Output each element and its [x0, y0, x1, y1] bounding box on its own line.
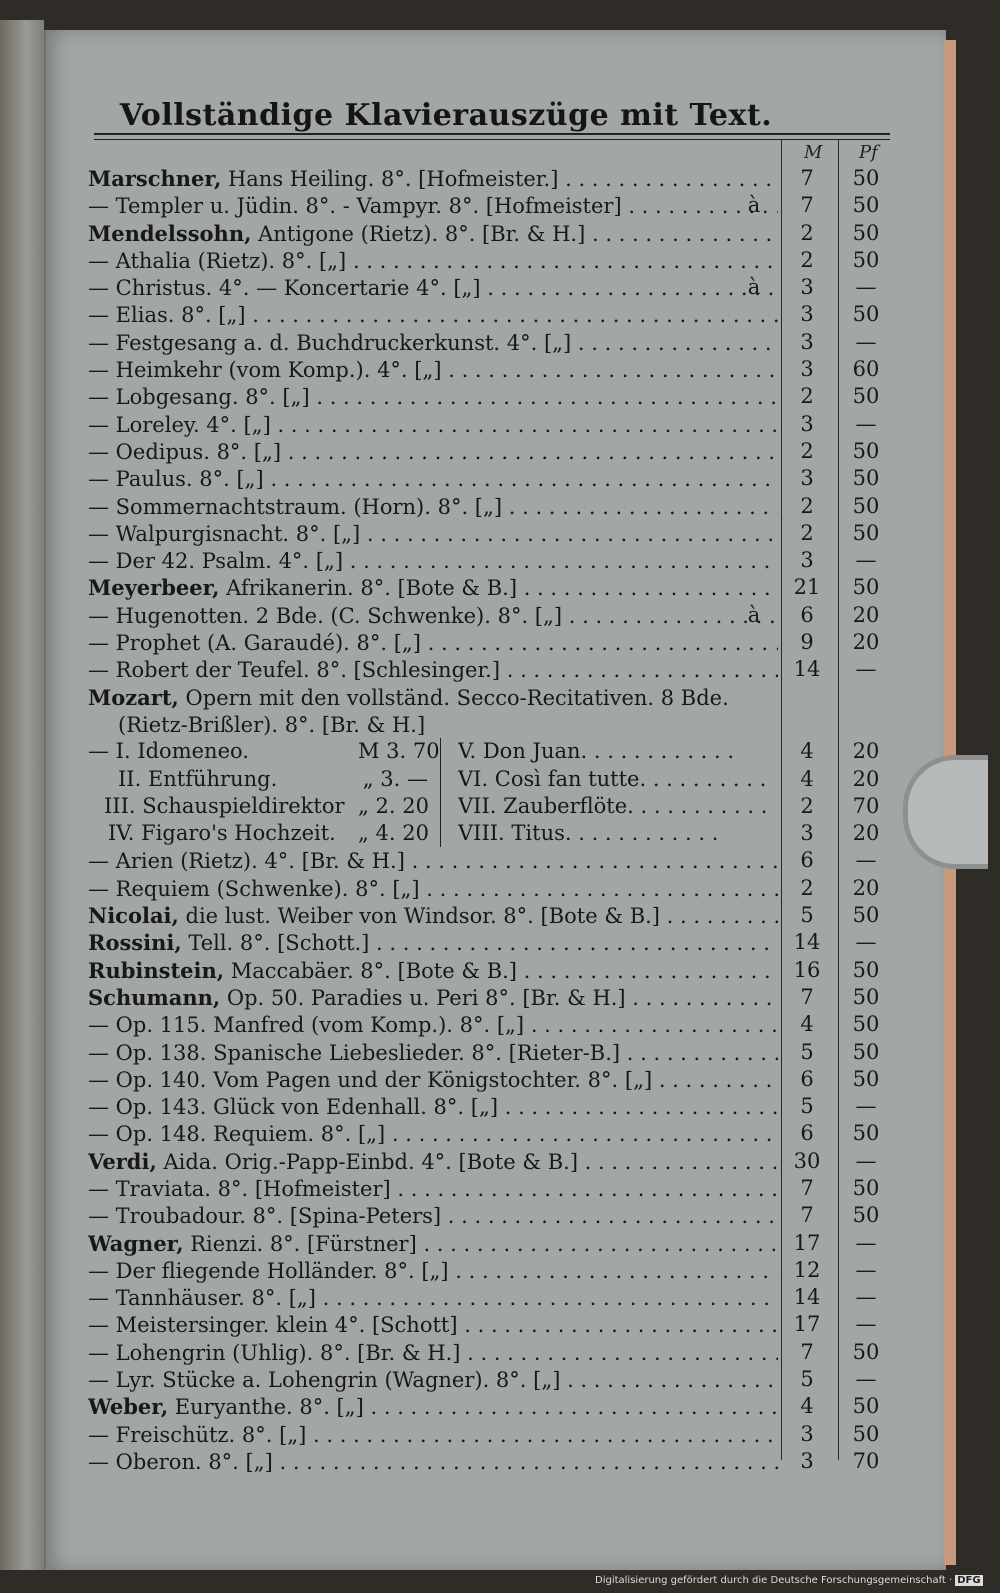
price-mark: 2: [800, 438, 814, 463]
price-mark: 2: [800, 220, 814, 245]
work-description: — Festgesang a. d. Buchdruckerkunst. 4°. [„]: [88, 330, 572, 355]
price-pfennig: 50: [852, 1039, 880, 1064]
list-row: [88, 711, 900, 738]
work-description: Maccabäer. 8°. [Bote & B.]: [224, 958, 517, 983]
price-pfennig: 50: [852, 957, 880, 982]
opera-price: „ 4. 20: [358, 821, 429, 846]
list-row: [88, 192, 900, 219]
price-mark: 3: [800, 548, 814, 573]
composer-name: Marschner,: [88, 166, 222, 191]
price-pfennig: —: [855, 411, 877, 436]
work-description: — Requiem (Schwenke). 8°. [„]: [88, 876, 420, 901]
price-mark: 4: [800, 1012, 814, 1037]
price-mark: 17: [793, 1230, 821, 1255]
list-row: [88, 574, 900, 601]
list-row: [88, 383, 900, 410]
price-pfennig: 50: [852, 438, 880, 463]
price-pfennig: —: [855, 657, 877, 682]
work-description: — Oedipus. 8°. [„]: [88, 439, 282, 464]
work-description: — Freischütz. 8°. [„]: [88, 1422, 307, 1447]
title-rule: [94, 133, 890, 135]
price-mark: 7: [800, 1175, 814, 1200]
page-edge-left: [0, 20, 44, 1570]
list-row: [88, 493, 900, 520]
list-row: [88, 520, 900, 547]
price-pfennig: 50: [852, 302, 880, 327]
price-mark: 5: [800, 903, 814, 928]
price-list: [88, 165, 900, 1475]
price-pfennig: 50: [852, 984, 880, 1009]
price-pfennig: 50: [852, 1203, 880, 1228]
opera-price: M 3. 70: [358, 739, 440, 764]
price-mark: 6: [800, 1066, 814, 1091]
list-row: [88, 1393, 900, 1420]
price-mark: 3: [800, 302, 814, 327]
work-description: — Walpurgisnacht. 8°. [„]: [88, 521, 361, 546]
work-description: — Op. 140. Vom Pagen und der Königstochter. 8°. [„]: [88, 1067, 653, 1092]
list-row: [88, 220, 900, 247]
opera-price: „ 3. —: [362, 766, 428, 791]
price-pfennig: —: [855, 1312, 877, 1337]
work-description: — Heimkehr (vom Komp.). 4°. [„]: [88, 358, 442, 383]
list-row: [88, 1066, 900, 1093]
price-mark: 14: [793, 657, 821, 682]
composer-name: Mendelssohn,: [88, 220, 252, 246]
work-description: — Elias. 8°. [„]: [88, 303, 246, 328]
price-pfennig: —: [855, 1148, 877, 1173]
price-mark: 12: [793, 1257, 821, 1282]
list-row: [88, 465, 900, 492]
list-row: [88, 1448, 900, 1475]
price-pfennig: —: [855, 1094, 877, 1119]
list-row: [88, 329, 900, 356]
price-pfennig: —: [855, 1367, 877, 1392]
sub-divider: [440, 766, 441, 793]
price-mark: 7: [800, 1203, 814, 1228]
opera-left: — I. Idomeneo.: [88, 739, 249, 764]
price-mark: 3: [800, 329, 814, 354]
work-description: — Prophet (A. Garaudé). 8°. [„]: [88, 631, 421, 656]
work-description: — Der 42. Psalm. 4°. [„]: [88, 549, 344, 574]
work-description: — Robert der Teufel. 8°. [Schlesinger.]: [88, 658, 501, 683]
work-description: — Op. 138. Spanische Liebeslieder. 8°. [Rieter-B.]: [88, 1040, 621, 1065]
opera-left: IV. Figaro's Hochzeit.: [108, 821, 336, 846]
sub-divider: [440, 793, 441, 820]
column-header-pfennig: Pf: [859, 142, 878, 163]
list-row: [88, 656, 900, 683]
list-row: [88, 1011, 900, 1038]
list-row: [88, 547, 900, 574]
price-mark: 3: [800, 275, 814, 300]
list-row: [88, 629, 900, 656]
work-description: Opern mit den vollständ. Secco-Recitativen. 8 Bde.: [178, 685, 729, 710]
work-description: — Christus. 4°. — Koncertarie 4°. [„]: [88, 276, 481, 301]
list-row: [88, 1284, 900, 1311]
price-pfennig: 50: [852, 1339, 880, 1364]
opera-price: „ 2. 20: [358, 793, 429, 818]
work-description: — Oberon. 8°. [„]: [88, 1449, 273, 1474]
price-pfennig: 50: [852, 193, 880, 218]
price-mark: 7: [800, 1339, 814, 1364]
price-pfennig: 20: [852, 602, 880, 627]
work-description: (Rietz-Brißler). 8°. [Br. & H.]: [118, 712, 426, 737]
each-mark: à: [747, 275, 761, 300]
composer-name: Meyerbeer,: [88, 575, 220, 601]
price-pfennig: 50: [852, 1421, 880, 1446]
price-pfennig: 50: [852, 1394, 880, 1419]
price-pfennig: 50: [852, 1121, 880, 1146]
list-row: [88, 1039, 900, 1066]
price-pfennig: —: [855, 930, 877, 955]
price-mark: 6: [800, 848, 814, 873]
price-pfennig: 50: [852, 466, 880, 491]
price-mark: 2: [800, 793, 814, 818]
price-mark: 2: [800, 520, 814, 545]
composer-name: Rossini,: [88, 930, 182, 956]
mozart-sub-row: [88, 793, 900, 820]
opera-left: III. Schauspieldirektor: [104, 793, 345, 818]
price-mark: 7: [800, 193, 814, 218]
price-mark: 3: [800, 821, 814, 846]
composer-name: Schumann,: [88, 984, 221, 1010]
price-mark: 7: [800, 166, 814, 190]
work-description: — Hugenotten. 2 Bde. (C. Schwenke). 8°. [„]: [88, 603, 563, 628]
price-mark: 3: [800, 411, 814, 436]
price-mark: 14: [793, 1285, 821, 1310]
work-description: Op. 50. Paradies u. Peri 8°. [Br. & H.]: [220, 985, 626, 1010]
list-row: [88, 984, 900, 1011]
price-pfennig: 20: [852, 875, 880, 900]
price-pfennig: 60: [852, 357, 880, 382]
list-row: [88, 247, 900, 274]
price-mark: 16: [793, 957, 821, 982]
opera-left: II. Entführung.: [118, 766, 278, 791]
opera-right: VII. Zauberflöte. . . .: [458, 793, 768, 820]
digitization-credit: [595, 1575, 983, 1586]
work-description: Hans Heiling. 8°. [Hofmeister.]: [221, 167, 559, 191]
opera-right: V. Don Juan. . . .: [458, 738, 768, 765]
opera-right: VIII. Titus. . . .: [458, 820, 768, 847]
price-pfennig: 50: [852, 903, 880, 928]
price-mark: 30: [793, 1148, 821, 1173]
list-row: [88, 1421, 900, 1448]
price-mark: 9: [800, 630, 814, 655]
price-mark: 4: [800, 739, 814, 764]
list-row: [88, 875, 900, 902]
each-mark: à: [747, 602, 761, 627]
composer-name: Mozart,: [88, 684, 179, 710]
work-description: — Arien (Rietz). 4°. [Br. & H.]: [88, 849, 405, 874]
work-description: — Tannhäuser. 8°. [„]: [88, 1286, 316, 1311]
price-pfennig: —: [855, 1230, 877, 1255]
price-pfennig: —: [855, 548, 877, 573]
price-pfennig: 20: [852, 821, 880, 846]
work-description: — Troubadour. 8°. [Spina-Peters]: [88, 1204, 442, 1229]
price-pfennig: 20: [852, 766, 880, 791]
dfg-logo: DFG: [957, 1575, 981, 1586]
price-mark: 3: [800, 1421, 814, 1446]
price-mark: 2: [800, 875, 814, 900]
price-mark: 3: [800, 466, 814, 491]
mozart-sub-row: [88, 738, 900, 765]
price-mark: 6: [800, 1121, 814, 1146]
list-row: [88, 957, 900, 984]
list-row: [88, 1148, 900, 1175]
list-row: [88, 411, 900, 438]
price-pfennig: 50: [852, 220, 880, 245]
each-mark: à: [747, 193, 761, 218]
price-pfennig: 50: [852, 1066, 880, 1091]
price-mark: 21: [793, 575, 821, 600]
price-mark: 17: [793, 1312, 821, 1337]
credit-text: Digitalisierung gefördert durch die Deutsche Forschungsgemeinschaft ·: [595, 1575, 953, 1586]
list-row: [88, 274, 900, 301]
price-pfennig: 50: [852, 493, 880, 518]
list-row: [88, 602, 900, 629]
price-pfennig: —: [855, 275, 877, 300]
column-header-mark: M: [804, 142, 823, 163]
work-description: — Lyr. Stücke a. Lohengrin (Wagner). 8°. [„]: [88, 1368, 561, 1393]
work-description: die lust. Weiber von Windsor. 8°. [Bote & B.]: [178, 904, 660, 929]
composer-name: Verdi,: [88, 1148, 157, 1174]
list-row: [88, 1202, 900, 1229]
price-mark: 3: [800, 1448, 814, 1473]
work-description: Rienzi. 8°. [Fürstner]: [183, 1231, 417, 1256]
list-row: [88, 1257, 900, 1284]
work-description: — Sommernachtstraum. (Horn). 8°. [„]: [88, 494, 503, 519]
work-description: — Templer u. Jüdin. 8°. - Vampyr. 8°. [Hofmeister]: [88, 194, 622, 219]
price-pfennig: —: [855, 848, 877, 873]
work-description: — Traviata. 8°. [Hofmeister]: [88, 1176, 391, 1201]
work-description: — Meistersinger. klein 4°. [Schott]: [88, 1313, 458, 1338]
composer-name: Nicolai,: [88, 903, 179, 929]
price-pfennig: 50: [852, 575, 880, 600]
price-mark: 2: [800, 493, 814, 518]
price-mark: 3: [800, 357, 814, 382]
work-description: — Lohengrin (Uhlig). 8°. [Br. & H.]: [88, 1340, 461, 1365]
sub-divider: [440, 820, 441, 847]
list-row: [88, 902, 900, 929]
title-rule-thin: [94, 139, 890, 140]
price-pfennig: 20: [852, 739, 880, 764]
price-pfennig: 50: [852, 166, 880, 190]
price-pfennig: 50: [852, 1175, 880, 1200]
list-row: [88, 1339, 900, 1366]
page-title: Vollständige Klavierauszüge mit Text.: [119, 98, 773, 133]
price-pfennig: —: [855, 329, 877, 354]
price-mark: 14: [793, 930, 821, 955]
list-row: [88, 847, 900, 874]
work-description: — Op. 115. Manfred (vom Komp.). 8°. [„]: [88, 1013, 525, 1038]
price-mark: 2: [800, 384, 814, 409]
work-description: Aida. Orig.-Papp-Einbd. 4°. [Bote & B.]: [156, 1149, 579, 1174]
price-pfennig: 50: [852, 520, 880, 545]
price-mark: 5: [800, 1039, 814, 1064]
list-row: [88, 684, 900, 711]
price-mark: 4: [800, 766, 814, 791]
list-row: [88, 1120, 900, 1147]
list-row: [88, 1366, 900, 1393]
list-row: [88, 1230, 900, 1257]
list-row: [88, 1175, 900, 1202]
work-description: — Op. 143. Glück von Edenhall. 8°. [„]: [88, 1095, 499, 1120]
sub-divider: [440, 738, 441, 765]
work-description: — Op. 148. Requiem. 8°. [„]: [88, 1122, 386, 1147]
price-pfennig: 50: [852, 1012, 880, 1037]
list-row: [88, 356, 900, 383]
price-pfennig: 20: [852, 630, 880, 655]
price-pfennig: 50: [852, 247, 880, 272]
work-description: Euryanthe. 8°. [„]: [168, 1395, 364, 1420]
list-row: [88, 929, 900, 956]
price-pfennig: —: [855, 1285, 877, 1310]
work-description: — Der fliegende Holländer. 8°. [„]: [88, 1258, 449, 1283]
list-row: [88, 165, 900, 192]
price-mark: 6: [800, 602, 814, 627]
price-pfennig: 50: [852, 384, 880, 409]
price-mark: 4: [800, 1394, 814, 1419]
mozart-sub-row: [88, 820, 900, 847]
work-description: — Athalia (Rietz). 8°. [„]: [88, 248, 347, 273]
list-row: [88, 438, 900, 465]
price-mark: 7: [800, 984, 814, 1009]
composer-name: Rubinstein,: [88, 957, 225, 983]
price-mark: 5: [800, 1094, 814, 1119]
work-description: Tell. 8°. [Schott.]: [181, 931, 370, 956]
work-description: — Loreley. 4°. [„]: [88, 412, 271, 437]
price-pfennig: 70: [852, 793, 880, 818]
price-mark: 2: [800, 247, 814, 272]
price-mark: 5: [800, 1367, 814, 1392]
price-pfennig: 70: [852, 1448, 880, 1473]
work-description: Afrikanerin. 8°. [Bote & B.]: [219, 576, 518, 601]
work-description: Antigone (Rietz). 8°. [Br. & H.]: [251, 221, 586, 246]
composer-name: Weber,: [88, 1394, 169, 1420]
index-tab: [903, 755, 988, 869]
mozart-sub-row: [88, 766, 900, 793]
price-pfennig: —: [855, 1257, 877, 1282]
opera-right: VI. Così fan tutte. . . .: [458, 766, 768, 793]
list-row: [88, 1093, 900, 1120]
list-row: [88, 301, 900, 328]
composer-name: Wagner,: [88, 1230, 184, 1256]
list-row: [88, 1311, 900, 1338]
work-description: — Paulus. 8°. [„]: [88, 467, 264, 492]
work-description: — Lobgesang. 8°. [„]: [88, 385, 310, 410]
